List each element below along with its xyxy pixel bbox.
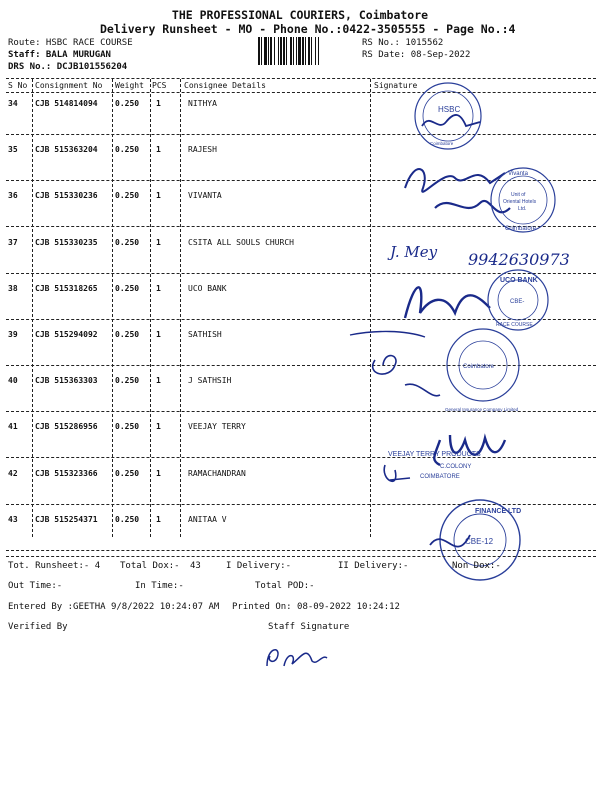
cell-sno: 37 bbox=[8, 237, 18, 247]
total-dox-value: 43 bbox=[190, 561, 201, 571]
staff-label: Staff: BALA MURUGAN bbox=[8, 50, 111, 60]
cell-weight: 0.250 bbox=[115, 283, 140, 293]
cell-consignment-no: CJB 515254371 bbox=[35, 514, 98, 524]
cell-consignee: VEEJAY TERRY bbox=[188, 422, 246, 432]
ii-delivery: II Delivery:- bbox=[338, 561, 409, 571]
cell-weight: 0.250 bbox=[115, 376, 140, 386]
handwritten-initial: J. Mey bbox=[390, 243, 438, 261]
out-time: Out Time:- bbox=[8, 581, 63, 591]
col-header-weight: Weight bbox=[115, 81, 144, 90]
cell-consignment-no: CJB 515323366 bbox=[35, 468, 98, 478]
finance-stamp bbox=[425, 495, 535, 585]
cell-pcs: 1 bbox=[156, 283, 161, 293]
entered-by: Entered By :GEETHA 9/8/2022 10:24:07 AM bbox=[8, 602, 220, 612]
cell-weight: 0.250 bbox=[115, 468, 140, 478]
cell-consignment-no: CJB 515294092 bbox=[35, 330, 98, 339]
col-divider bbox=[150, 79, 151, 537]
cell-consignee: VIVANTA bbox=[188, 191, 222, 201]
uco-stamp-area: RACE COURSE bbox=[496, 322, 533, 328]
hsbc-stamp-city: Coimbatore bbox=[430, 141, 454, 146]
signature-rajesh-vivanta bbox=[395, 148, 565, 238]
cell-sno: 36 bbox=[8, 191, 18, 201]
cell-weight: 0.250 bbox=[115, 145, 140, 155]
rs-number: RS No.: 1015562 bbox=[362, 38, 444, 48]
cell-pcs: 1 bbox=[156, 237, 161, 247]
in-time: In Time:- bbox=[135, 581, 184, 591]
staff-signature bbox=[262, 636, 332, 676]
insurance-stamp-name: General Insurance Company Limited bbox=[445, 407, 519, 412]
cell-sno: 34 bbox=[8, 99, 18, 108]
cell-pcs: 1 bbox=[156, 330, 161, 339]
signature-veejay bbox=[380, 420, 540, 500]
rs-date: RS Date: 08-Sep-2022 bbox=[362, 50, 471, 60]
cell-consignment-no: CJB 515363303 bbox=[35, 376, 98, 386]
finance-stamp-city: CBE-12 bbox=[465, 537, 494, 546]
vivanta-stamp-city: Coimbatore bbox=[505, 226, 537, 232]
cell-sno: 41 bbox=[8, 422, 18, 432]
cell-weight: 0.250 bbox=[115, 422, 140, 432]
veejay-stamp-address: C.COLONY bbox=[440, 464, 472, 470]
col-divider bbox=[112, 79, 113, 537]
cell-weight: 0.250 bbox=[115, 99, 140, 108]
col-header-consignee: Consignee Details bbox=[184, 81, 266, 90]
veejay-stamp-text: VEEJAY TERRY PRODUCTS bbox=[388, 451, 481, 458]
cell-weight: 0.250 bbox=[115, 237, 140, 247]
col-header-signature: Signature bbox=[374, 81, 418, 90]
vivanta-stamp-name: Vivanta bbox=[508, 171, 528, 177]
col-header-sno: S No bbox=[8, 81, 28, 90]
cell-pcs: 1 bbox=[156, 514, 161, 524]
veejay-stamp-city: COIMBATORE bbox=[420, 474, 460, 480]
cell-consignment-no: CJB 515363204 bbox=[35, 145, 98, 155]
cell-consignee: RAMACHANDRAN bbox=[188, 468, 246, 478]
cell-sno: 38 bbox=[8, 283, 18, 293]
hsbc-stamp-text: HSBC bbox=[438, 105, 461, 114]
staff-signature-label: Staff Signature bbox=[268, 622, 350, 632]
cell-pcs: 1 bbox=[156, 422, 161, 432]
printed-on: Printed On: 08-09-2022 10:24:12 bbox=[232, 602, 400, 612]
table-top-rule bbox=[6, 78, 596, 79]
footer-rule bbox=[6, 556, 596, 557]
cell-weight: 0.250 bbox=[115, 514, 140, 524]
header-bottom-rule bbox=[6, 92, 596, 93]
finance-stamp-text: FINANCE LTD bbox=[475, 508, 522, 515]
cell-consignee: ANITAA V bbox=[188, 514, 227, 524]
document-subtitle: Delivery Runsheet - MO - Phone No.:0422-3505555 - Page No.:4 bbox=[100, 22, 516, 36]
tot-runsheet: Tot. Runsheet:- 4 bbox=[8, 561, 101, 571]
cell-pcs: 1 bbox=[156, 99, 161, 108]
document-title: THE PROFESSIONAL COURIERS, Coimbatore bbox=[171, 8, 429, 22]
cell-consignee: CSITA ALL SOULS CHURCH bbox=[188, 237, 294, 247]
cell-consignee: RAJESH bbox=[188, 145, 217, 155]
cell-sno: 43 bbox=[8, 514, 18, 524]
cell-sno: 39 bbox=[8, 330, 18, 339]
drs-number: DRS No.: DCJB101556204 bbox=[8, 62, 128, 72]
verified-by: Verified By bbox=[8, 622, 68, 632]
cell-weight: 0.250 bbox=[115, 330, 140, 339]
cell-pcs: 1 bbox=[156, 191, 161, 201]
col-header-pcs: PCS bbox=[152, 81, 167, 90]
vivanta-stamp-line3: Ltd. bbox=[518, 206, 527, 212]
cell-sno: 42 bbox=[8, 468, 18, 478]
barcode bbox=[258, 37, 358, 65]
cell-consignment-no: CJB 515318265 bbox=[35, 283, 98, 293]
uco-stamp-text: UCO BANK bbox=[500, 277, 538, 284]
insurance-stamp-city: Coimbatore bbox=[463, 364, 495, 370]
cell-pcs: 1 bbox=[156, 468, 161, 478]
cell-pcs: 1 bbox=[156, 145, 161, 155]
cell-sno: 40 bbox=[8, 376, 18, 386]
col-divider bbox=[370, 79, 371, 537]
vivanta-stamp-line1: Unit of bbox=[511, 192, 526, 198]
hsbc-stamp bbox=[400, 82, 500, 152]
total-pod: Total POD:- bbox=[255, 581, 315, 591]
cell-consignment-no: CJB 515330236 bbox=[35, 191, 98, 201]
barcode-bar bbox=[319, 37, 320, 65]
total-dox-label: Total Dox:- bbox=[120, 561, 180, 571]
non-dox: Non Dox:- bbox=[452, 561, 501, 571]
cell-consignee: SATHISH bbox=[188, 330, 222, 339]
cell-consignment-no: CJB 515330235 bbox=[35, 237, 98, 247]
row-separator bbox=[6, 134, 596, 135]
signature-sathish-insurance bbox=[345, 325, 565, 425]
route-label: Route: HSBC RACE COURSE bbox=[8, 38, 133, 48]
col-divider bbox=[180, 79, 181, 537]
col-divider bbox=[32, 79, 33, 537]
col-header-consignment: Consignment No bbox=[35, 81, 103, 90]
i-delivery: I Delivery:- bbox=[226, 561, 292, 571]
cell-consignee: UCO BANK bbox=[188, 283, 227, 293]
cell-sno: 35 bbox=[8, 145, 18, 155]
cell-consignee: NITHYA bbox=[188, 99, 217, 108]
cell-consignment-no: CJB 515286956 bbox=[35, 422, 98, 432]
cell-consignment-no: CJB 514814094 bbox=[35, 99, 98, 108]
uco-stamp-branch: CBE- bbox=[510, 299, 525, 305]
cell-pcs: 1 bbox=[156, 376, 161, 386]
cell-consignee: J SATHSIH bbox=[188, 376, 232, 386]
handwritten-phone: 9942630973 bbox=[468, 250, 570, 269]
cell-weight: 0.250 bbox=[115, 191, 140, 201]
vivanta-stamp-line2: Oriental Hotels bbox=[503, 199, 537, 205]
